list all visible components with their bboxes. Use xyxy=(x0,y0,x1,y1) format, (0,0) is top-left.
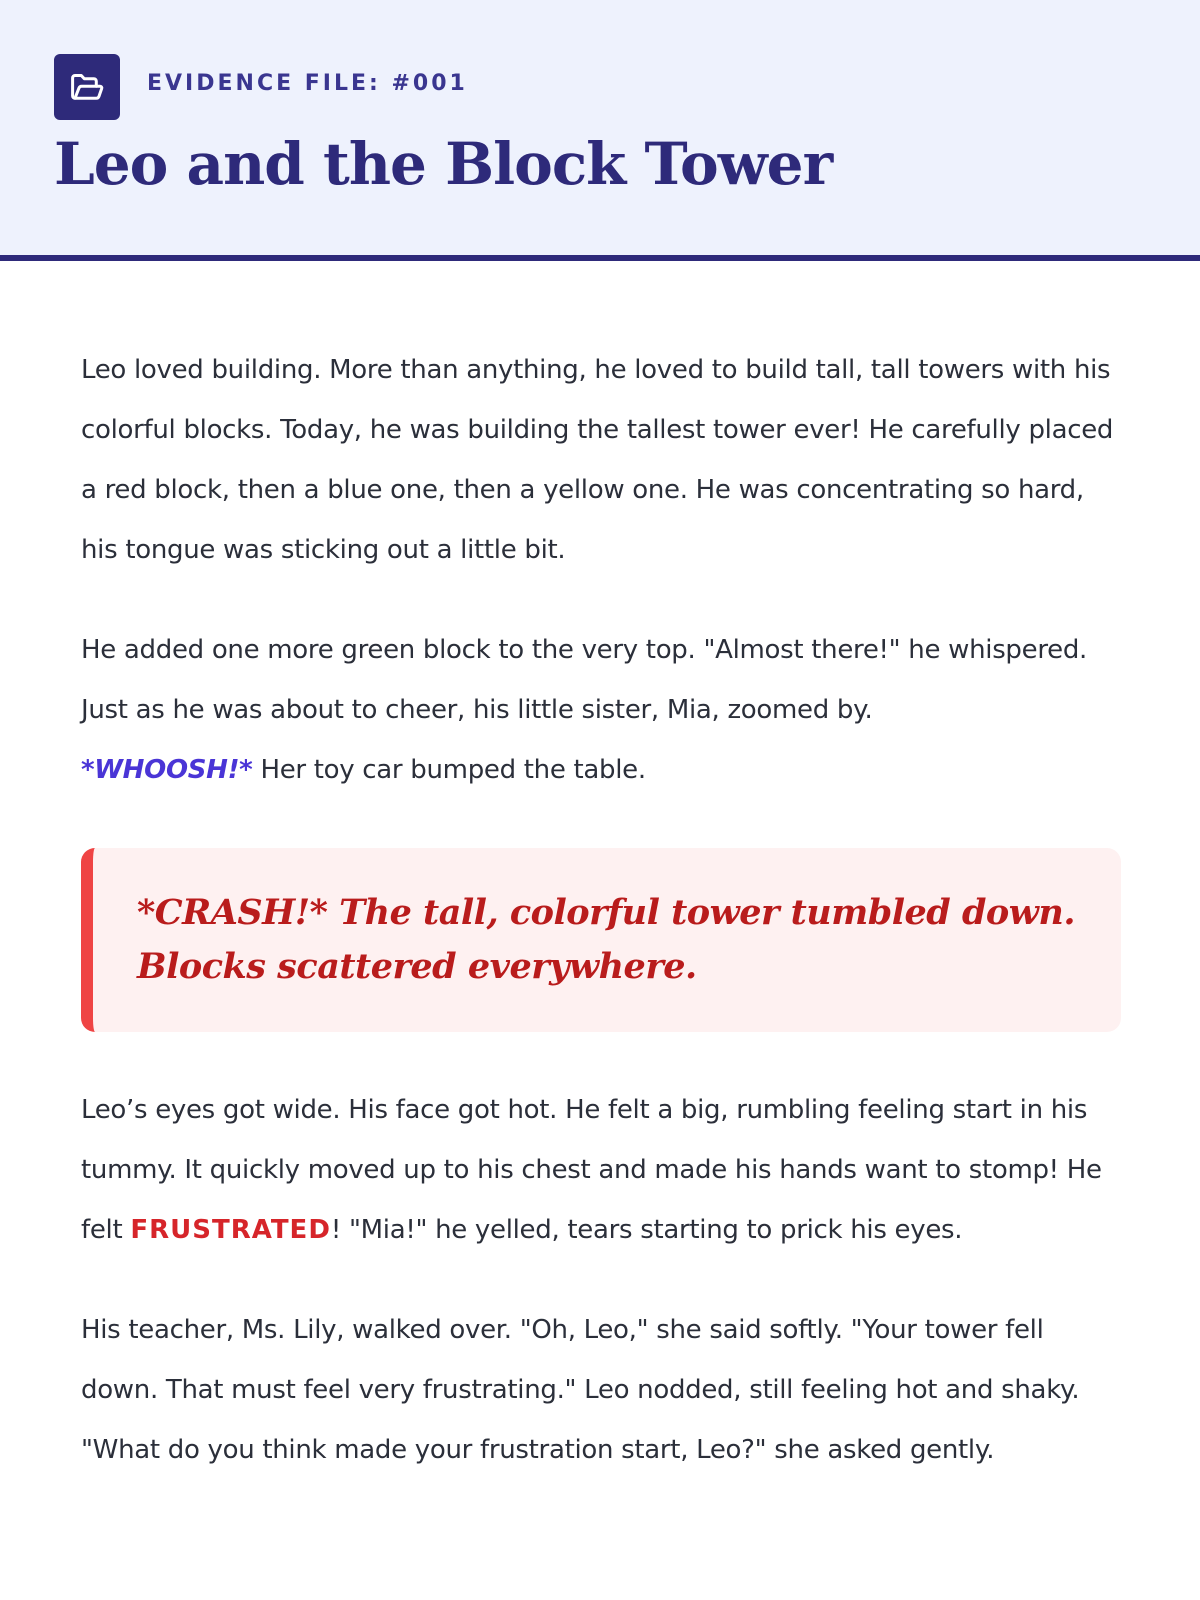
folder-open-icon xyxy=(69,69,105,105)
paragraph-3-text-b: ! "Mia!" he yelled, tears starting to prick his eyes. xyxy=(330,1215,963,1245)
evidence-file-label: EVIDENCE FILE: #001 xyxy=(147,71,468,96)
whoosh-sound-effect: *WHOOSH!* xyxy=(81,755,253,785)
page-title: Leo and the Block Tower xyxy=(54,130,833,198)
paragraph-3-text-a: Leo’s eyes got wide. His face got hot. He felt a big, rumbling feeling start in his tummy. It quickly moved up to his chest and made his hands want to stomp! He felt xyxy=(81,1095,1102,1245)
paragraph-2-text-b: Her toy car bumped the table. xyxy=(260,755,646,785)
frustrated-emphasis: FRUSTRATED xyxy=(130,1215,331,1245)
folder-badge xyxy=(54,54,120,120)
story-paragraph-1: Leo loved building. More than anything, he loved to build tall, tall towers with his colorful blocks. Today, he was building the tallest tower ever! He carefully placed a red block, then a blue one, then a yellow one. He was concentrating so hard, his tongue was sticking out a little bit. xyxy=(81,355,1114,565)
story-paragraph-2 xyxy=(81,620,1121,800)
story-body xyxy=(81,340,1121,1480)
crash-callout xyxy=(81,848,1121,1032)
page-header xyxy=(0,0,1200,261)
story-paragraph-4: His teacher, Ms. Lily, walked over. "Oh, Leo," she said softly. "Your tower fell down. That must feel very frustrating." Leo nodded, still feeling hot and shaky. "What do you think made your frustration start, Leo?" she asked gently. xyxy=(81,1315,1080,1465)
story-paragraph-3 xyxy=(81,1080,1121,1260)
crash-callout-text: *CRASH!* The tall, colorful tower tumbled down. Blocks scattered everywhere. xyxy=(137,892,1076,987)
paragraph-2-text-a: He added one more green block to the very top. "Almost there!" he whispered. Just as he was about to cheer, his little sister, Mia, zoomed by. xyxy=(81,635,1088,725)
